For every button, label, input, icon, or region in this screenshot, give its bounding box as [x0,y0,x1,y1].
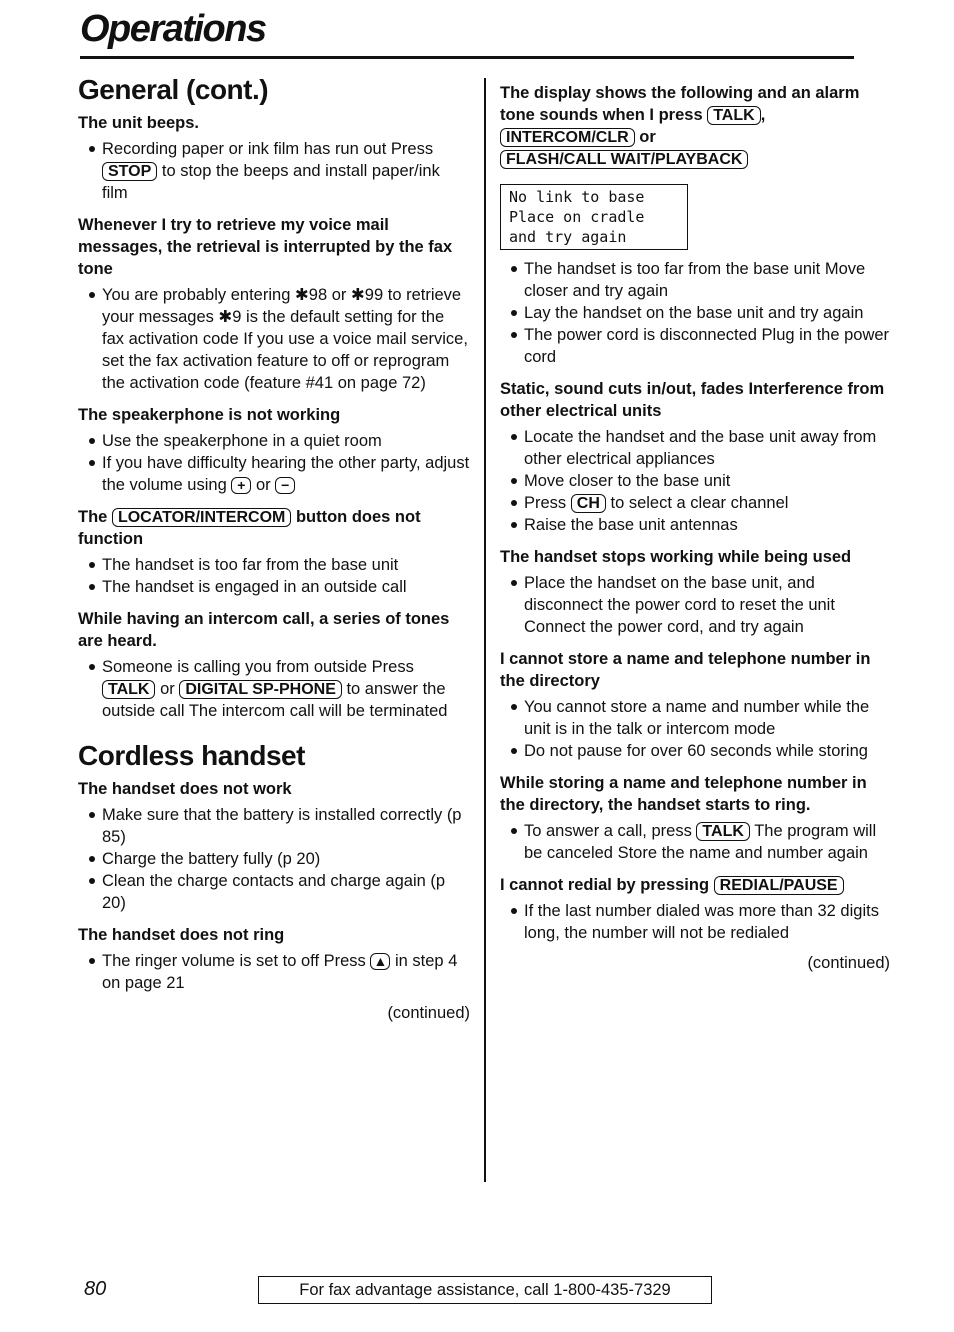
question-voice-mail: Whenever I try to retrieve my voice mail messages, the retrieval is interrupted by the fax tone [78,216,453,278]
question-storing-ring: While storing a name and telephone number in the directory, the handset starts to ring. [500,774,867,814]
answers-handset-not-ring [78,950,470,994]
question-static: Static, sound cuts in/out, fades Interference from other electrical units [500,380,885,420]
digital-sp-phone-key: DIGITAL SP-PHONE [179,680,342,699]
list-item: If you have difficulty hearing the other party, adjust the volume using + or − [102,454,470,494]
list-item: Clean the charge contacts and charge again (p 20) [102,870,470,914]
lcd-display [500,184,688,250]
list-item: Place the handset on the base unit, and disconnect the power cord to reset the unit Connect the power cord, and try again [524,572,890,638]
answers-handset-not-work [78,804,470,914]
ch-key: CH [571,494,606,513]
answers-intercom-tones [78,656,470,722]
answers-cannot-redial [500,900,890,944]
title-rule [80,56,854,59]
list-item: Move closer to the base unit [524,470,890,492]
list-item: If the last number dialed was more than 32 digits long, the number will not be redialed [524,900,890,944]
lcd-line: and try again [509,228,627,246]
question-handset-not-ring: The handset does not ring [78,926,285,944]
list-item: To answer a call, press TALK The program will be canceled Store the name and number again [524,820,890,864]
answers-storing-ring [500,820,890,864]
locator-intercom-key: LOCATOR/INTERCOM [112,508,291,527]
lcd-line: Place on cradle [509,208,645,226]
stop-key: STOP [102,162,157,181]
question-handset-stops: The handset stops working while being used [500,548,852,566]
continued-note: (continued) [387,1004,470,1022]
question-intercom-tones: While having an intercom call, a series of tones are heard. [78,610,450,650]
general-heading: General (cont.) [78,74,269,105]
answers-handset-stops [500,572,890,638]
lcd-line: No link to base [509,188,645,206]
page-title: Operations [80,8,266,50]
talk-key: TALK [696,822,749,841]
list-item: Raise the base unit antennas [524,514,890,536]
question-cannot-store: I cannot store a name and telephone number in the directory [500,650,871,690]
redial-pause-key: REDIAL/PAUSE [714,876,844,895]
answers-static [500,426,890,536]
answers-voice-mail [78,284,470,394]
question-unit-beeps: The unit beeps. [78,114,200,132]
list-item: You cannot store a name and number while the unit is in the talk or intercom mode [524,696,890,740]
minus-icon: − [275,477,295,494]
left-column [78,70,470,1023]
flash-call-wait-playback-key: FLASH/CALL WAIT/PLAYBACK [500,150,748,169]
list-item: Press CH to select a clear channel [524,492,890,514]
question-cannot-redial: I cannot redial by pressing REDIAL/PAUSE [500,874,890,896]
question-handset-not-work: The handset does not work [78,780,292,798]
continued-note: (continued) [807,954,890,972]
list-item: Recording paper or ink film has run out Press STOP to stop the beeps and install paper/ink film [102,138,470,204]
list-item: Locate the handset and the base unit away from other electrical appliances [524,426,890,470]
list-item: Charge the battery fully (p 20) [102,848,470,870]
question-locator-intercom: The LOCATOR/INTERCOM button does not function [78,508,421,548]
list-item: The handset is too far from the base unit [102,554,470,576]
cordless-heading: Cordless handset [78,740,305,771]
intercom-clr-key: INTERCOM/CLR [500,128,635,147]
list-item: Lay the handset on the base unit and try again [524,302,890,324]
up-arrow-icon: ▲ [370,953,390,970]
answers-speakerphone [78,430,470,496]
talk-key: TALK [707,106,760,125]
assistance-box: For fax advantage assistance, call 1-800-435-7329 [258,1276,712,1304]
list-item: Make sure that the battery is installed correctly (p 85) [102,804,470,848]
answers-display-alarm [500,258,890,368]
answers-unit-beeps [78,138,470,204]
question-speakerphone: The speakerphone is not working [78,406,341,424]
list-item: The handset is too far from the base unit Move closer and try again [524,258,890,302]
right-column [500,76,890,973]
list-item: The ringer volume is set to off Press ▲ in step 4 on page 21 [102,950,470,994]
column-divider [484,78,486,1182]
list-item: Do not pause for over 60 seconds while storing [524,740,890,762]
answers-locator-intercom [78,554,470,598]
question-display-alarm: The display shows the following and an alarm tone sounds when I press TALK , INTERCOM/CLR or FLASH/CALL WAIT/PLAYBACK [500,84,860,168]
list-item: Use the speakerphone in a quiet room [102,430,470,452]
talk-key: TALK [102,680,155,699]
plus-icon: + [231,477,251,494]
list-item: The power cord is disconnected Plug in the power cord [524,326,890,366]
list-item: You are probably entering ✱98 or ✱99 to retrieve your messages ✱9 is the default setting for the fax activation code If you use a voice mail service, set the fax activation feature to off or reprogram the activation code (feature #41 on page 72) [102,284,470,394]
page-number: 80 [84,1278,107,1300]
list-item: Someone is calling you from outside Press TALK or DIGITAL SP-PHONE to answer the outside call The intercom call will be terminated [102,656,470,722]
list-item: The handset is engaged in an outside call [102,576,470,598]
answers-cannot-store [500,696,890,762]
